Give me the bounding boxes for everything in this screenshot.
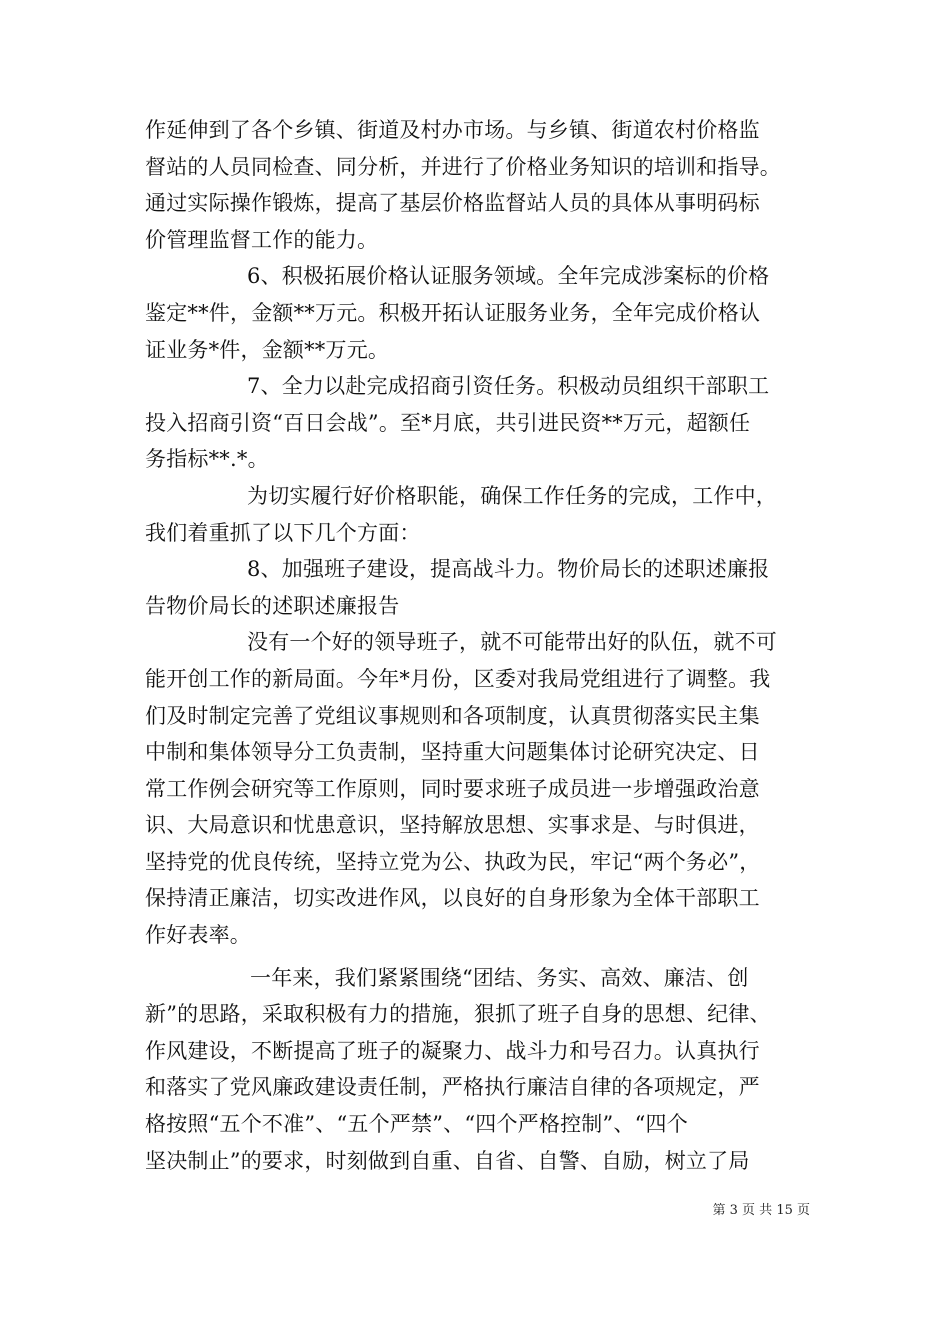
text-line: 督站的人员同检查、同分析，并进行了价格业务知识的培训和指导。: [145, 154, 781, 179]
text-line: 投入招商引资“百日会战”。至*月底，共引进民资**万元，超额任: [145, 410, 751, 435]
text-line: 常工作例会研究等工作原则，同时要求班子成员进一步增强政治意: [145, 776, 760, 801]
text-line: 务指标**.*。: [145, 447, 269, 472]
text-line: 保持清正廉洁，切实改进作风，以良好的自身形象为全体干部职工: [145, 886, 760, 911]
text-line: 7、全力以赴完成招商引资任务。积极动员组织干部职工: [247, 374, 770, 399]
body-text: [145, 112, 810, 1179]
text-line: 证业务*件，金额**万元。: [145, 337, 390, 362]
text-line: 我们着重抓了以下几个方面：: [145, 520, 421, 545]
text-line: 格按照“五个不准”、“五个严禁”、“四个严格控制”、“四个: [145, 1112, 688, 1137]
text-line: 中制和集体领导分工负责制，坚持重大问题集体讨论研究决定、日: [145, 740, 760, 765]
text-line: 鉴定**件，金额**万元。积极开拓认证服务业务，全年完成价格认: [145, 300, 761, 325]
text-line: 作好表率。: [145, 923, 251, 948]
text-line: 坚决制止”的要求，时刻做到自重、自省、自警、自励，树立了局: [145, 1148, 750, 1173]
text-line: 识、大局意识和忧患意识，坚持解放思想、实事求是、与时俱进，: [145, 813, 760, 838]
text-line: 和落实了党风廉政建设责任制，严格执行廉洁自律的各项规定，严: [145, 1075, 760, 1100]
text-line: 能开创工作的新局面。今年*月份，区委对我局党组进行了调整。我: [145, 666, 771, 691]
text-line: 作风建设，不断提高了班子的凝聚力、战斗力和号召力。认真执行: [145, 1038, 760, 1063]
text-line: 坚持党的优良传统，坚持立党为公、执政为民，牢记“两个务必”，: [145, 849, 761, 874]
text-line: 作延伸到了各个乡镇、街道及村办市场。与乡镇、街道农村价格监: [145, 118, 760, 142]
text-line: 通过实际操作锻炼，提高了基层价格监督站人员的具体从事明码标: [145, 191, 760, 216]
text-line: 们及时制定完善了党组议事规则和各项制度，认真贯彻落实民主集: [145, 703, 760, 728]
text-line: 为切实履行好价格职能，确保工作任务的完成，工作中，: [247, 483, 777, 508]
text-line: 一年来，我们紧紧围绕“团结、务实、高效、廉洁、创: [250, 965, 749, 990]
page-number-footer: 第 3 页 共 15 页: [712, 1203, 810, 1218]
text-line: 告物价局长的述职述廉报告: [145, 593, 400, 618]
text-line: 没有一个好的领导班子，就不可能带出好的队伍，就不可: [247, 630, 777, 655]
text-line: 新”的思路，采取积极有力的措施，狠抓了班子自身的思想、纪律、: [145, 1002, 771, 1027]
text-line: 6、积极拓展价格认证服务领域。全年完成涉案标的价格: [247, 264, 770, 289]
text-line: 价管理监督工作的能力。: [145, 227, 379, 252]
text-line: 8、加强班子建设，提高战斗力。物价局长的述职述廉报: [247, 557, 770, 582]
